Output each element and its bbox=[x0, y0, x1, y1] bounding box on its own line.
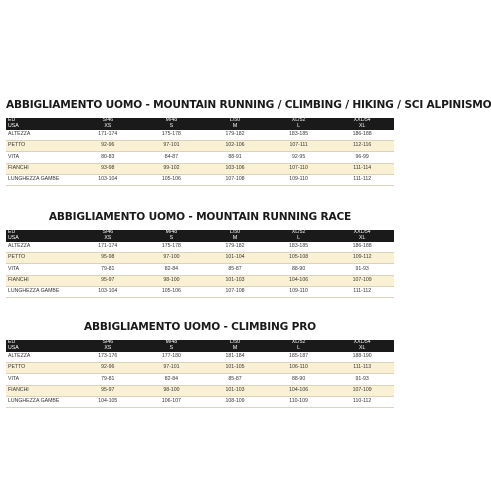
measurement-label: ALTEZZA bbox=[8, 131, 31, 138]
measurement-label: ALTEZZA bbox=[8, 243, 31, 250]
size-chart-section-3 bbox=[6, 321, 394, 408]
size-usa: XL bbox=[359, 344, 366, 351]
size-eu: M/48 bbox=[165, 117, 178, 123]
header-size-cell bbox=[267, 118, 331, 130]
measurement-value: 175-178 bbox=[161, 131, 181, 138]
measurement-value: 92-95 bbox=[291, 153, 306, 160]
header-size-cell bbox=[140, 230, 204, 242]
measurement-value: 93-98 bbox=[101, 164, 115, 171]
size-eu: S/46 bbox=[102, 229, 114, 235]
measurement-value: 179-182 bbox=[225, 243, 245, 250]
size-eu: XL/52 bbox=[291, 339, 306, 345]
measurement-value: 79-81 bbox=[101, 265, 115, 272]
table-header-row bbox=[6, 118, 394, 130]
measurement-label: PETTO bbox=[8, 142, 26, 149]
measurement-value: 186-188 bbox=[352, 131, 372, 138]
header-size-cell bbox=[203, 340, 267, 352]
measurement-label: FIANCHI bbox=[8, 164, 29, 171]
size-eu: XXL/54 bbox=[353, 117, 371, 123]
section-title: ABBIGLIAMENTO UOMO - CLIMBING PRO bbox=[84, 321, 316, 333]
measurement-value: 104-105 bbox=[98, 398, 118, 405]
size-usa: L bbox=[297, 122, 301, 129]
measurement-value: 101-104 bbox=[225, 254, 245, 261]
measurement-value: 109-110 bbox=[289, 176, 308, 183]
size-eu: L/50 bbox=[229, 117, 241, 123]
size-table bbox=[6, 340, 394, 408]
size-eu: S/46 bbox=[102, 339, 114, 345]
measurement-value: 103-104 bbox=[98, 288, 118, 295]
size-table bbox=[6, 230, 394, 298]
measurement-label: FIANCHI bbox=[8, 386, 29, 393]
header-size-cell bbox=[267, 230, 331, 242]
table-header-row bbox=[6, 340, 394, 352]
table-row bbox=[6, 253, 394, 264]
header-label-cell bbox=[6, 230, 76, 242]
measurement-value: 85-87 bbox=[228, 375, 242, 382]
measurement-value: 103-106 bbox=[225, 164, 245, 171]
table-row bbox=[6, 385, 394, 396]
measurement-value: 106-107 bbox=[161, 398, 181, 405]
measurement-value: 105-106 bbox=[161, 288, 181, 295]
measurement-value: 185-187 bbox=[289, 353, 309, 360]
header-label-cell bbox=[6, 340, 76, 352]
table-row bbox=[6, 396, 394, 407]
measurement-value: 188-190 bbox=[352, 353, 372, 360]
measurement-label: ALTEZZA bbox=[8, 353, 31, 360]
header-size-cell bbox=[140, 118, 204, 130]
size-usa: XL bbox=[359, 234, 366, 241]
table-row bbox=[6, 174, 394, 185]
measurement-value: 107-109 bbox=[352, 386, 372, 393]
measurement-value: 105-108 bbox=[289, 254, 309, 261]
measurement-value: 88-90 bbox=[291, 265, 306, 272]
measurement-label: PETTO bbox=[8, 364, 26, 371]
measurement-value: 111-114 bbox=[353, 164, 372, 171]
size-eu: XL/52 bbox=[291, 229, 306, 235]
size-usa: L bbox=[297, 234, 301, 241]
size-chart-section-1 bbox=[6, 99, 491, 186]
header-size-cell bbox=[267, 340, 331, 352]
header-usa-label: USA bbox=[8, 122, 19, 129]
table-row bbox=[6, 141, 394, 152]
measurement-value: 109-110 bbox=[289, 288, 308, 295]
measurement-value: 107-108 bbox=[225, 176, 245, 183]
size-eu: L/50 bbox=[229, 339, 241, 345]
measurement-value: 107-108 bbox=[225, 288, 245, 295]
size-eu: XXL/54 bbox=[353, 339, 371, 345]
measurement-value: 84-87 bbox=[164, 153, 179, 160]
size-usa: M bbox=[232, 344, 238, 351]
measurement-label: PETTO bbox=[8, 254, 26, 261]
measurement-value: 104-106 bbox=[289, 276, 309, 283]
section-title: ABBIGLIAMENTO UOMO - MOUNTAIN RUNNING / CLIMBING / HIKING / SCI ALPINISMO bbox=[6, 99, 491, 111]
measurement-label: VITA bbox=[8, 153, 20, 160]
header-eu-label: EU bbox=[8, 229, 16, 235]
measurement-value: 95-98 bbox=[101, 254, 115, 261]
measurement-value: 82-84 bbox=[164, 375, 179, 382]
measurement-value: 183-185 bbox=[289, 131, 309, 138]
header-size-cell bbox=[76, 118, 140, 130]
measurement-value: 107-111 bbox=[289, 142, 308, 149]
size-usa: S bbox=[169, 234, 174, 241]
measurement-value: 91-93 bbox=[355, 265, 369, 272]
measurement-value: 85-87 bbox=[228, 265, 242, 272]
measurement-value: 101-105 bbox=[225, 364, 245, 371]
measurement-value: 109-112 bbox=[352, 254, 372, 261]
measurement-value: 96-99 bbox=[355, 153, 369, 160]
header-size-cell bbox=[203, 230, 267, 242]
measurement-value: 104-106 bbox=[289, 386, 309, 393]
size-eu: M/48 bbox=[165, 229, 178, 235]
table-row bbox=[6, 264, 394, 275]
size-table bbox=[6, 118, 394, 186]
table-row bbox=[6, 130, 394, 141]
size-eu: XXL/54 bbox=[353, 229, 371, 235]
header-usa-label: USA bbox=[8, 344, 19, 351]
size-eu: M/48 bbox=[165, 339, 178, 345]
size-eu: L/50 bbox=[229, 229, 241, 235]
size-usa: M bbox=[232, 234, 238, 241]
measurement-value: 95-97 bbox=[101, 386, 115, 393]
measurement-value: 111-113 bbox=[353, 364, 372, 371]
measurement-value: 82-84 bbox=[164, 265, 179, 272]
size-eu: XL/52 bbox=[291, 117, 306, 123]
measurement-value: 173-176 bbox=[98, 353, 118, 360]
measurement-value: 105-106 bbox=[161, 176, 181, 183]
measurement-value: 177-180 bbox=[161, 353, 181, 360]
header-size-cell bbox=[330, 230, 394, 242]
measurement-value: 181-184 bbox=[225, 353, 245, 360]
header-size-cell bbox=[330, 340, 394, 352]
header-usa-label: USA bbox=[8, 234, 19, 241]
header-size-cell bbox=[330, 118, 394, 130]
measurement-value: 98-100 bbox=[163, 276, 180, 283]
measurement-value: 97-101 bbox=[163, 142, 180, 149]
measurement-value: 171-174 bbox=[98, 243, 118, 250]
measurement-value: 88-90 bbox=[291, 375, 306, 382]
size-usa: XS bbox=[104, 122, 112, 129]
table-row bbox=[6, 374, 394, 385]
measurement-value: 92-96 bbox=[101, 364, 115, 371]
size-chart-section-2 bbox=[6, 211, 394, 298]
size-usa: XS bbox=[104, 344, 112, 351]
measurement-value: 107-110 bbox=[289, 164, 308, 171]
measurement-label: VITA bbox=[8, 375, 20, 382]
measurement-value: 97-100 bbox=[163, 254, 180, 261]
table-row bbox=[6, 363, 394, 374]
measurement-value: 179-182 bbox=[225, 131, 245, 138]
header-size-cell bbox=[76, 230, 140, 242]
measurement-label: VITA bbox=[8, 265, 20, 272]
measurement-label: FIANCHI bbox=[8, 276, 29, 283]
measurement-value: 111-112 bbox=[353, 176, 372, 183]
measurement-value: 95-97 bbox=[101, 276, 115, 283]
header-size-cell bbox=[140, 340, 204, 352]
measurement-value: 97-101 bbox=[163, 364, 180, 371]
header-label-cell bbox=[6, 118, 76, 130]
table-row bbox=[6, 152, 394, 163]
size-usa: XS bbox=[104, 234, 112, 241]
measurement-value: 110-109 bbox=[289, 398, 308, 405]
measurement-value: 102-106 bbox=[225, 142, 245, 149]
measurement-label: LUNGHEZZA GAMBE bbox=[8, 398, 60, 405]
section-title: ABBIGLIAMENTO UOMO - MOUNTAIN RUNNING RACE bbox=[48, 211, 352, 223]
size-usa: XL bbox=[359, 122, 366, 129]
measurement-value: 79-81 bbox=[101, 375, 115, 382]
measurement-value: 103-104 bbox=[98, 176, 118, 183]
size-usa: L bbox=[297, 344, 301, 351]
table-row bbox=[6, 352, 394, 363]
size-usa: S bbox=[169, 344, 174, 351]
size-eu: S/46 bbox=[102, 117, 114, 123]
measurement-value: 171-174 bbox=[98, 131, 118, 138]
measurement-value: 99-102 bbox=[163, 164, 180, 171]
table-row bbox=[6, 242, 394, 253]
measurement-value: 106-110 bbox=[289, 364, 308, 371]
table-row bbox=[6, 275, 394, 286]
measurement-label: LUNGHEZZA GAMBE bbox=[8, 288, 60, 295]
header-size-cell bbox=[203, 118, 267, 130]
measurement-value: 175-178 bbox=[161, 243, 181, 250]
measurement-value: 98-100 bbox=[163, 386, 180, 393]
measurement-value: 92-96 bbox=[101, 142, 115, 149]
header-size-cell bbox=[76, 340, 140, 352]
measurement-value: 112-116 bbox=[353, 142, 372, 149]
measurement-value: 101-103 bbox=[225, 386, 245, 393]
measurement-value: 91-93 bbox=[355, 375, 369, 382]
measurement-value: 108-109 bbox=[225, 398, 245, 405]
measurement-value: 107-109 bbox=[352, 276, 372, 283]
measurement-value: 186-188 bbox=[352, 243, 372, 250]
header-eu-label: EU bbox=[8, 117, 16, 123]
size-usa: M bbox=[232, 122, 238, 129]
measurement-value: 110-112 bbox=[353, 398, 372, 405]
size-usa: S bbox=[169, 122, 174, 129]
table-row bbox=[6, 163, 394, 174]
measurement-label: LUNGHEZZA GAMBE bbox=[8, 176, 60, 183]
measurement-value: 111-112 bbox=[353, 288, 372, 295]
measurement-value: 183-185 bbox=[289, 243, 309, 250]
table-row bbox=[6, 286, 394, 297]
measurement-value: 101-103 bbox=[225, 276, 245, 283]
table-header-row bbox=[6, 230, 394, 242]
measurement-value: 80-83 bbox=[101, 153, 115, 160]
measurement-value: 88-91 bbox=[228, 153, 242, 160]
header-eu-label: EU bbox=[8, 339, 16, 345]
